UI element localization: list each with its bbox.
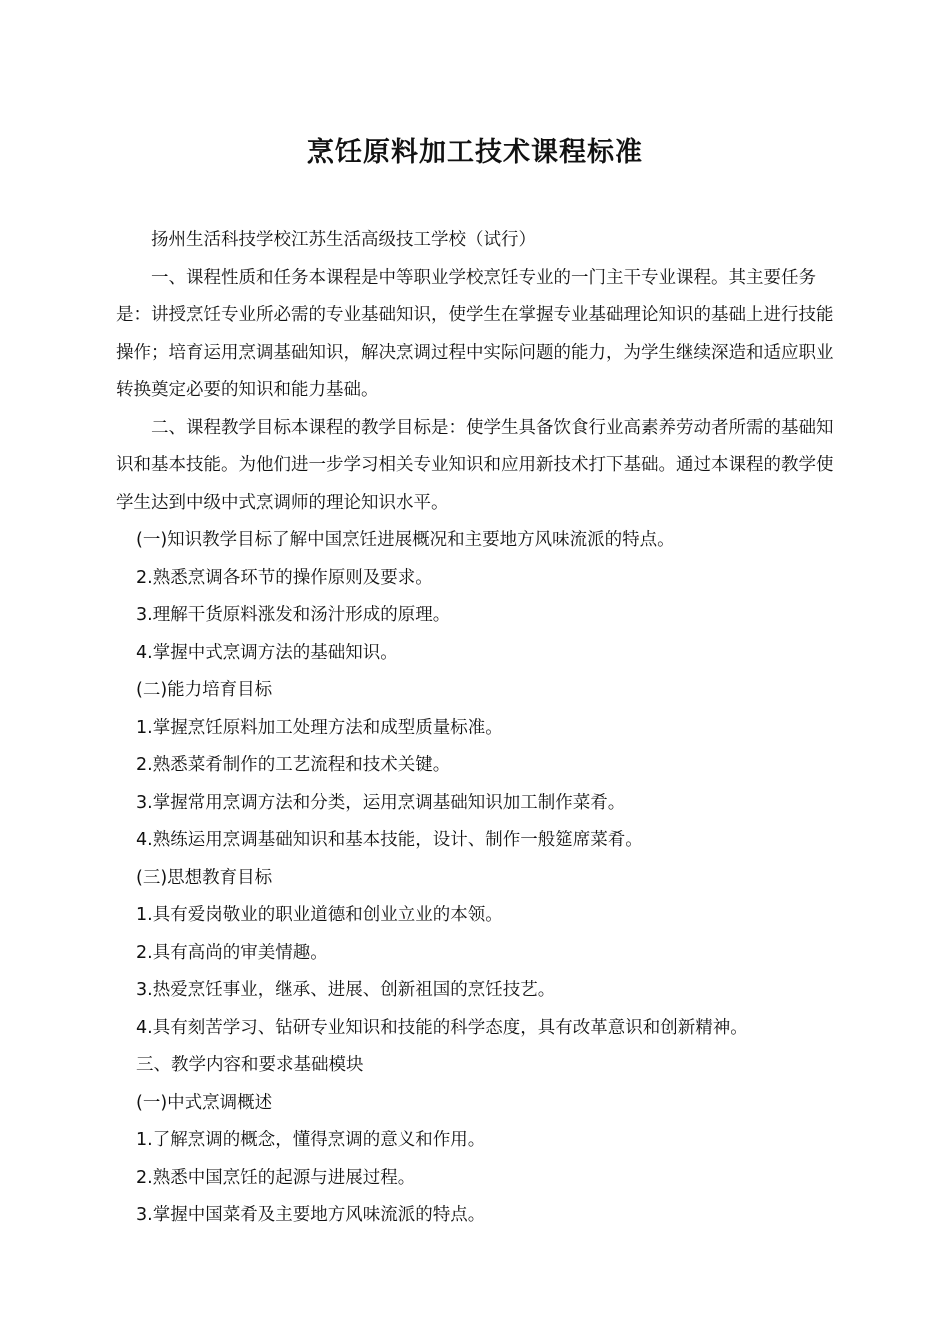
subtitle-line: 扬州生活科技学校江苏生活高级技工学校（试行） [151,230,536,250]
list-item: 2.具有高尚的审美情趣。 [136,942,328,963]
paragraph-teaching-goals: 二、课程教学目标本课程的教学目标是：使学生具备饮食行业高素养劳动者所需的基础知识和基本技能。为他们进一步学习相关专业知识和应用新技术打下基础。通过本课程的教学使学生达到中级中式烹调师的理论知识水平。 [116,417,834,513]
list-item: 3.掌握常用烹调方法和分类，运用烹调基础知识加工制作菜肴。 [136,792,626,813]
list-item: 3.理解干货原料涨发和汤汁形成的原理。 [136,605,451,625]
list-item: 1.具有爱岗敬业的职业道德和创业立业的本领。 [136,905,503,925]
list-item: 3.热爱烹饪事业，继承、进展、创新祖国的烹饪技艺。 [136,980,556,1000]
section-heading: (二)能力培育目标 [136,680,273,700]
list-item: 2.熟悉菜肴制作的工艺流程和技术关键。 [136,755,451,775]
section-heading: (一)中式烹调概述 [136,1092,273,1113]
list-item: 4.掌握中式烹调方法的基础知识。 [136,642,398,663]
section-heading: (三)思想教育目标 [136,867,273,888]
list-item: 4.具有刻苦学习、钻研专业知识和技能的科学态度，具有改革意识和创新精神。 [136,1017,748,1038]
list-item: 4.熟练运用烹调基础知识和基本技能，设计、制作一般筵席菜肴。 [136,830,643,850]
page-title: 烹饪原料加工技术课程标准 [307,137,643,168]
list-item: 2.熟悉烹调各环节的操作原则及要求。 [136,567,433,588]
document-body [116,222,836,1235]
list-item: 3.掌握中国菜肴及主要地方风味流派的特点。 [136,1205,486,1225]
list-item: (一)知识教学目标了解中国烹饪进展概况和主要地方风味流派的特点。 [136,530,675,550]
list-item: 1.了解烹调的概念，懂得烹调的意义和作用。 [136,1130,486,1150]
list-item: 2.熟悉中国烹饪的起源与进展过程。 [136,1167,416,1188]
list-item: 1.掌握烹饪原料加工处理方法和成型质量标准。 [136,717,503,738]
paragraph-course-nature: 一、课程性质和任务本课程是中等职业学校烹饪专业的一门主干专业课程。其主要任务是：讲授烹饪专业所必需的专业基础知识，使学生在掌握专业基础理论知识的基础上进行技能操作；培育运用烹调基础知识，解决烹调过程中实际问题的能力，为学生继续深造和适应职业转换奠定必要的知识和能力基础。 [116,267,834,400]
section-heading: 三、教学内容和要求基础模块 [136,1055,364,1075]
